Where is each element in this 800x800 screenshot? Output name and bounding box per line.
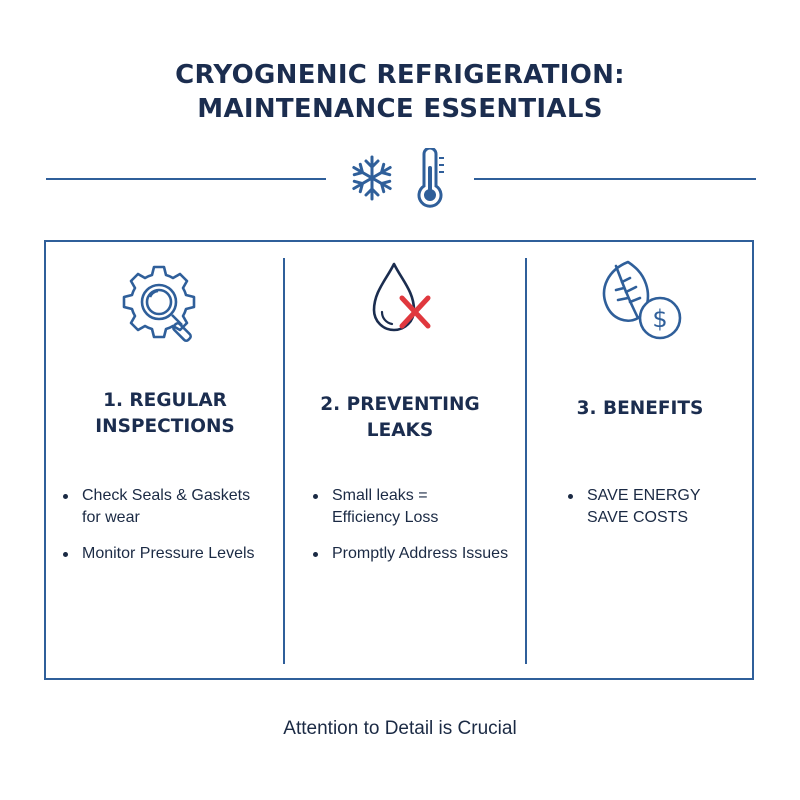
column-1-bullets	[82, 485, 282, 579]
list-item: Check Seals & Gaskets for wear	[82, 485, 282, 529]
header-rule-left	[46, 178, 326, 180]
column-2-title: 2. PREVENTING LEAKS	[320, 394, 480, 441]
title-line-1: CRYOGNENIC REFRIGERATION:	[175, 60, 625, 90]
column-3-title: 3. BENEFITS	[576, 398, 704, 419]
footer-caption: Attention to Detail is Crucial	[283, 718, 517, 739]
gear-magnifier-icon	[116, 262, 210, 348]
drop-cross-icon	[364, 258, 448, 342]
title-line-2: MAINTENANCE ESSENTIALS	[197, 94, 603, 124]
column-divider-2	[525, 258, 527, 664]
column-2-bullets	[332, 485, 522, 579]
thermometer-icon	[412, 148, 448, 210]
column-divider-1	[283, 258, 285, 664]
header-rule-right	[474, 178, 756, 180]
list-item: SAVE ENERGY SAVE COSTS	[587, 485, 737, 529]
list-item: Small leaks = Efficiency Loss	[332, 485, 522, 529]
leaf-dollar-icon	[598, 258, 690, 348]
list-item: Monitor Pressure Levels	[82, 543, 282, 565]
page-title	[0, 58, 800, 126]
snowflake-icon	[346, 150, 398, 206]
column-1-title: 1. REGULAR INSPECTIONS	[95, 390, 235, 437]
svg-text:$: $	[652, 305, 668, 333]
column-3-bullets	[587, 485, 737, 543]
list-item: Promptly Address Issues	[332, 543, 522, 565]
